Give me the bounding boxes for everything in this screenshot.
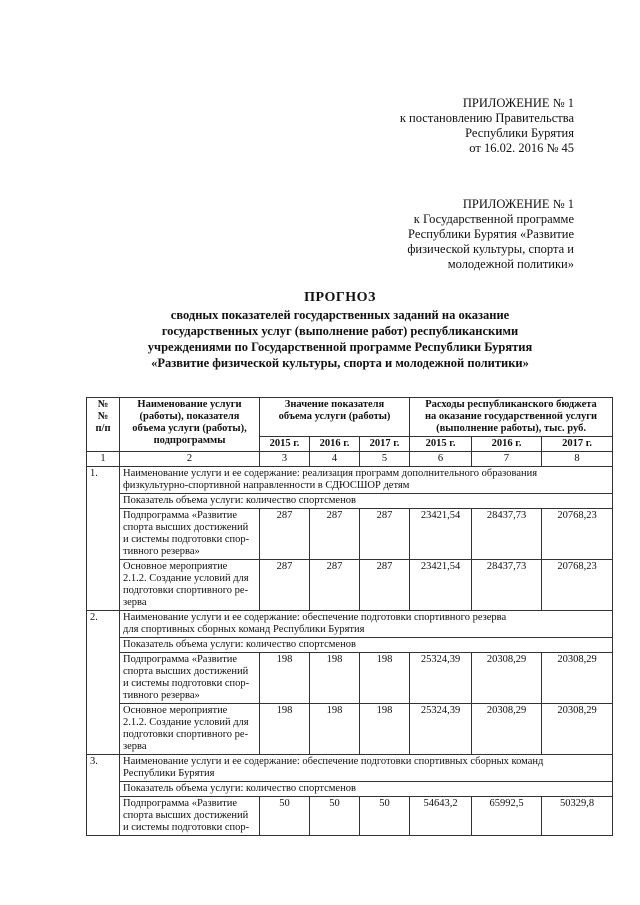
column-number: 4	[310, 452, 360, 467]
value-cell: 287	[360, 509, 410, 560]
column-number: 3	[260, 452, 310, 467]
header-year: 2016 г.	[472, 437, 542, 452]
row-name: Подпрограмма «Развитие спорта высших достижений и системы подготовки спор-	[120, 797, 260, 836]
column-number: 8	[542, 452, 613, 467]
document-heading	[70, 289, 610, 371]
annex-line: ПРИЛОЖЕНИЕ № 1	[462, 197, 574, 211]
column-number: 1	[87, 452, 120, 467]
indicator-row	[87, 638, 613, 653]
column-number: 2	[120, 452, 260, 467]
column-number: 5	[360, 452, 410, 467]
heading-line: «Развитие физической культуры, спорта и молодежной политики»	[151, 356, 529, 370]
value-cell: 198	[310, 653, 360, 704]
service-row	[87, 467, 613, 494]
indicator-row	[87, 782, 613, 797]
column-number-row	[87, 452, 613, 467]
value-cell: 50329,8	[542, 797, 613, 836]
header-year: 2015 г.	[260, 437, 310, 452]
value-cell: 54643,2	[410, 797, 472, 836]
value-cell: 198	[260, 653, 310, 704]
value-cell: 198	[360, 704, 410, 755]
header-year: 2017 г.	[542, 437, 613, 452]
annex-line: к Государственной программе	[413, 212, 574, 226]
annex-line: молодежной политики»	[447, 257, 574, 271]
column-number: 7	[472, 452, 542, 467]
section-number: 1.	[87, 467, 120, 611]
table-row	[87, 704, 613, 755]
row-name: Подпрограмма «Развитие спорта высших достижений и системы подготовки спор- тивного резерва»	[120, 653, 260, 704]
header-service-name: Наименование услуги (работы), показателя объема услуги (работы), подпрограммы	[120, 398, 260, 452]
header-budget-expenses: Расходы республиканского бюджета на оказание государственной услуги (выполнение работы), тыс. руб.	[410, 398, 613, 437]
page-title: ПРОГНОЗ	[304, 290, 376, 305]
indicator-description: Показатель объема услуги: количество спортсменов	[120, 638, 613, 653]
value-cell: 20308,29	[472, 653, 542, 704]
value-cell: 28437,73	[472, 509, 542, 560]
value-cell: 25324,39	[410, 653, 472, 704]
value-cell: 20308,29	[472, 704, 542, 755]
heading-line: учреждениями по Государственной программе Республики Бурятия	[147, 340, 533, 354]
header-indicator-value: Значение показателя объема услуги (работы)	[260, 398, 410, 437]
row-name: Подпрограмма «Развитие спорта высших достижений и системы подготовки спор- тивного резерва»	[120, 509, 260, 560]
header-year: 2016 г.	[310, 437, 360, 452]
indicator-row	[87, 494, 613, 509]
value-cell: 50	[310, 797, 360, 836]
value-cell: 50	[260, 797, 310, 836]
value-cell: 20308,29	[542, 653, 613, 704]
value-cell: 50	[360, 797, 410, 836]
value-cell: 20768,23	[542, 560, 613, 611]
service-description: Наименование услуги и ее содержание: реализация программ дополнительного образования физкультурно-спортивной направленности в СДЮСШОР детям	[120, 467, 613, 494]
annex-line: от 16.02. 2016 № 45	[469, 141, 574, 155]
section-number: 2.	[87, 611, 120, 755]
table-row	[87, 509, 613, 560]
column-number: 6	[410, 452, 472, 467]
annex-line: ПРИЛОЖЕНИЕ № 1	[462, 96, 574, 110]
indicator-description: Показатель объема услуги: количество спортсменов	[120, 782, 613, 797]
value-cell: 198	[260, 704, 310, 755]
value-cell: 198	[360, 653, 410, 704]
value-cell: 65992,5	[472, 797, 542, 836]
value-cell: 28437,73	[472, 560, 542, 611]
value-cell: 287	[260, 560, 310, 611]
header-num: № № п/п	[87, 398, 120, 452]
heading-line: государственных услуг (выполнение работ) республиканскими	[161, 324, 519, 338]
annex-line: Республики Бурятия «Развитие	[408, 227, 574, 241]
heading-line: сводных показателей государственных заданий на оказание	[170, 308, 510, 322]
annex-gov-decree	[400, 96, 574, 156]
value-cell: 287	[260, 509, 310, 560]
header-year: 2015 г.	[410, 437, 472, 452]
service-description: Наименование услуги и ее содержание: обеспечение подготовки спортивного резерва для спортивных сборных команд Республики Бурятия	[120, 611, 613, 638]
annex-line: Республики Бурятия	[465, 126, 574, 140]
value-cell: 287	[360, 560, 410, 611]
annex-line: к постановлению Правительства	[399, 111, 574, 125]
table-row	[87, 560, 613, 611]
table-row	[87, 653, 613, 704]
table-row	[87, 797, 613, 836]
value-cell: 23421,54	[410, 509, 472, 560]
forecast-table	[86, 397, 613, 836]
service-description: Наименование услуги и ее содержание: обеспечение подготовки спортивных сборных команд Республики Бурятия	[120, 755, 613, 782]
value-cell: 25324,39	[410, 704, 472, 755]
indicator-description: Показатель объема услуги: количество спортсменов	[120, 494, 613, 509]
value-cell: 20308,29	[542, 704, 613, 755]
row-name: Основное мероприятие 2.1.2. Создание условий для подготовки спортивного ре- зерва	[120, 560, 260, 611]
service-row	[87, 755, 613, 782]
header-row	[87, 398, 613, 437]
annex-line: физической культуры, спорта и	[407, 242, 574, 256]
service-row	[87, 611, 613, 638]
value-cell: 20768,23	[542, 509, 613, 560]
value-cell: 287	[310, 509, 360, 560]
annex-state-program	[407, 197, 574, 272]
section-number: 3.	[87, 755, 120, 836]
header-year: 2017 г.	[360, 437, 410, 452]
row-name: Основное мероприятие 2.1.2. Создание условий для подготовки спортивного ре- зерва	[120, 704, 260, 755]
value-cell: 23421,54	[410, 560, 472, 611]
value-cell: 198	[310, 704, 360, 755]
value-cell: 287	[310, 560, 360, 611]
